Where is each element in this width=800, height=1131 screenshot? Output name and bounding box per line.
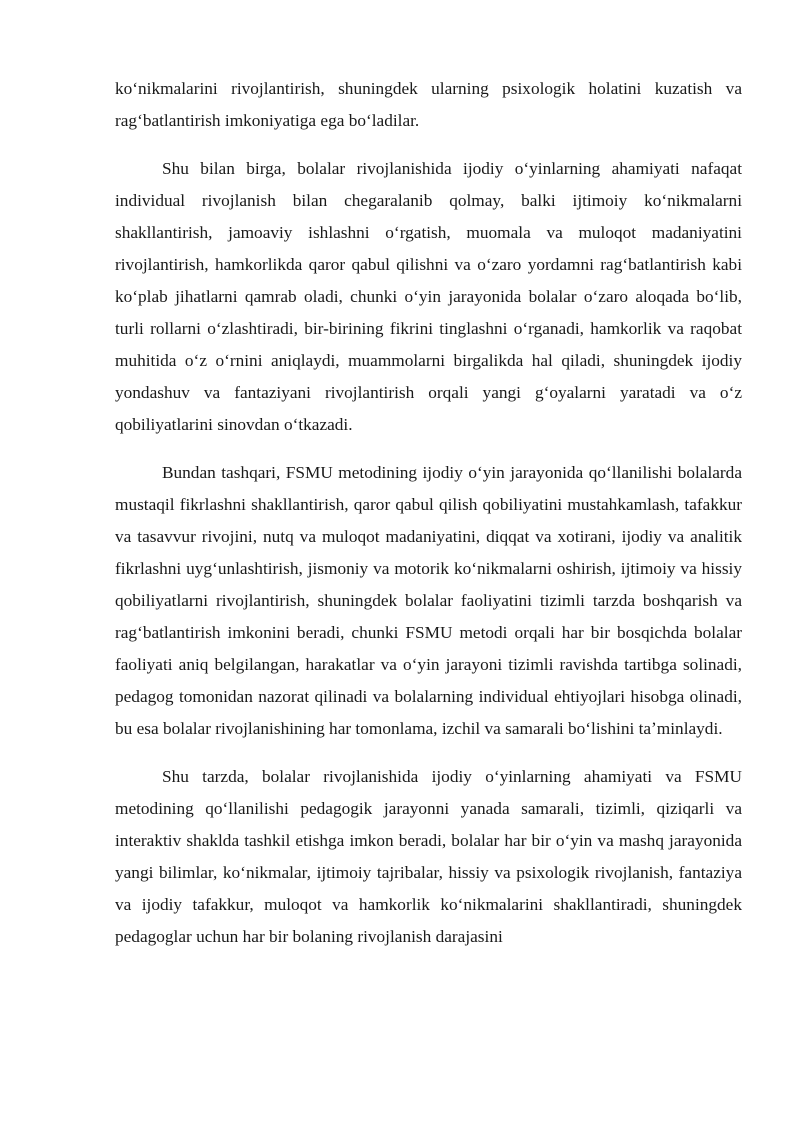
document-page [115, 73, 742, 969]
paragraph-1: koʻnikmalarini rivojlantirish, shuningdek ularning psixologik holatini kuzatish va ragʻbatlantirish imkoniyatiga ega boʻladilar. [115, 79, 742, 130]
paragraph-3: Bundan tashqari, FSMU metodining ijodiy oʻyin jarayonida qoʻllanilishi bolalarda mustaqil fikrlashni shakllantirish, qaror qabul qilish qobiliyatini mustahkamlash, tafakkur va tasavvur rivojini, nutq va muloqot madaniyatini, diqqat va xotirani, ijodiy va analitik fikrlashni uygʻunlashtirish, jismoniy va motorik koʻnikmalarni oshirish, ijtimoiy va hissiy qobiliyatlarni rivojlantirish, shuningdek bolalar faoliyatini tizimli tarzda boshqarish va ragʻbatlantirish imkonini beradi, chunki FSMU metodi orqali har bir bosqichda bolalar faoliyati aniq belgilangan, harakatlar va oʻyin jarayoni tizimli ravishda tartibga solinadi, pedagog tomonidan nazorat qilinadi va bolalarning individual ehtiyojlari hisobga olinadi, bu esa bolalar rivojlanishining har tomonlama, izchil va samarali boʻlishini taʼminlaydi. [115, 463, 742, 738]
paragraph-4: Shu tarzda, bolalar rivojlanishida ijodiy oʻyinlarning ahamiyati va FSMU metodining qoʻllanilishi pedagogik jarayonni yanada samarali, tizimli, qiziqarli va interaktiv shaklda tashkil etishga imkon beradi, bolalar har bir oʻyin va mashq jarayonida yangi bilimlar, koʻnikmalar, ijtimoiy tajribalar, hissiy va psixologik rivojlanish, fantaziya va ijodiy tafakkur, muloqot va hamkorlik koʻnikmalarini shakllantiradi, shuningdek pedagoglar uchun har bir bolaning rivojlanish darajasini [115, 767, 742, 946]
paragraph-2: Shu bilan birga, bolalar rivojlanishida ijodiy oʻyinlarning ahamiyati nafaqat individual rivojlanish bilan chegaralanib qolmay, balki ijtimoiy koʻnikmalarni shakllantirish, jamoaviy ishlashni oʻrgatish, muomala va muloqot madaniyatini rivojlantirish, hamkorlikda qaror qabul qilishni va oʻzaro yordamni ragʻbatlantirish kabi koʻplab jihatlarni qamrab oladi, chunki oʻyin jarayonida bolalar oʻzaro aloqada boʻlib, turli rollarni oʻzlashtiradi, bir-birining fikrini tinglashni oʻrganadi, hamkorlik va raqobat muhitida oʻz oʻrnini aniqlaydi, muammolarni birgalikda hal qiladi, shuningdek ijodiy yondashuv va fantaziyani rivojlantirish orqali yangi gʻoyalarni yaratadi va oʻz qobiliyatlarini sinovdan oʻtkazadi. [115, 159, 742, 434]
